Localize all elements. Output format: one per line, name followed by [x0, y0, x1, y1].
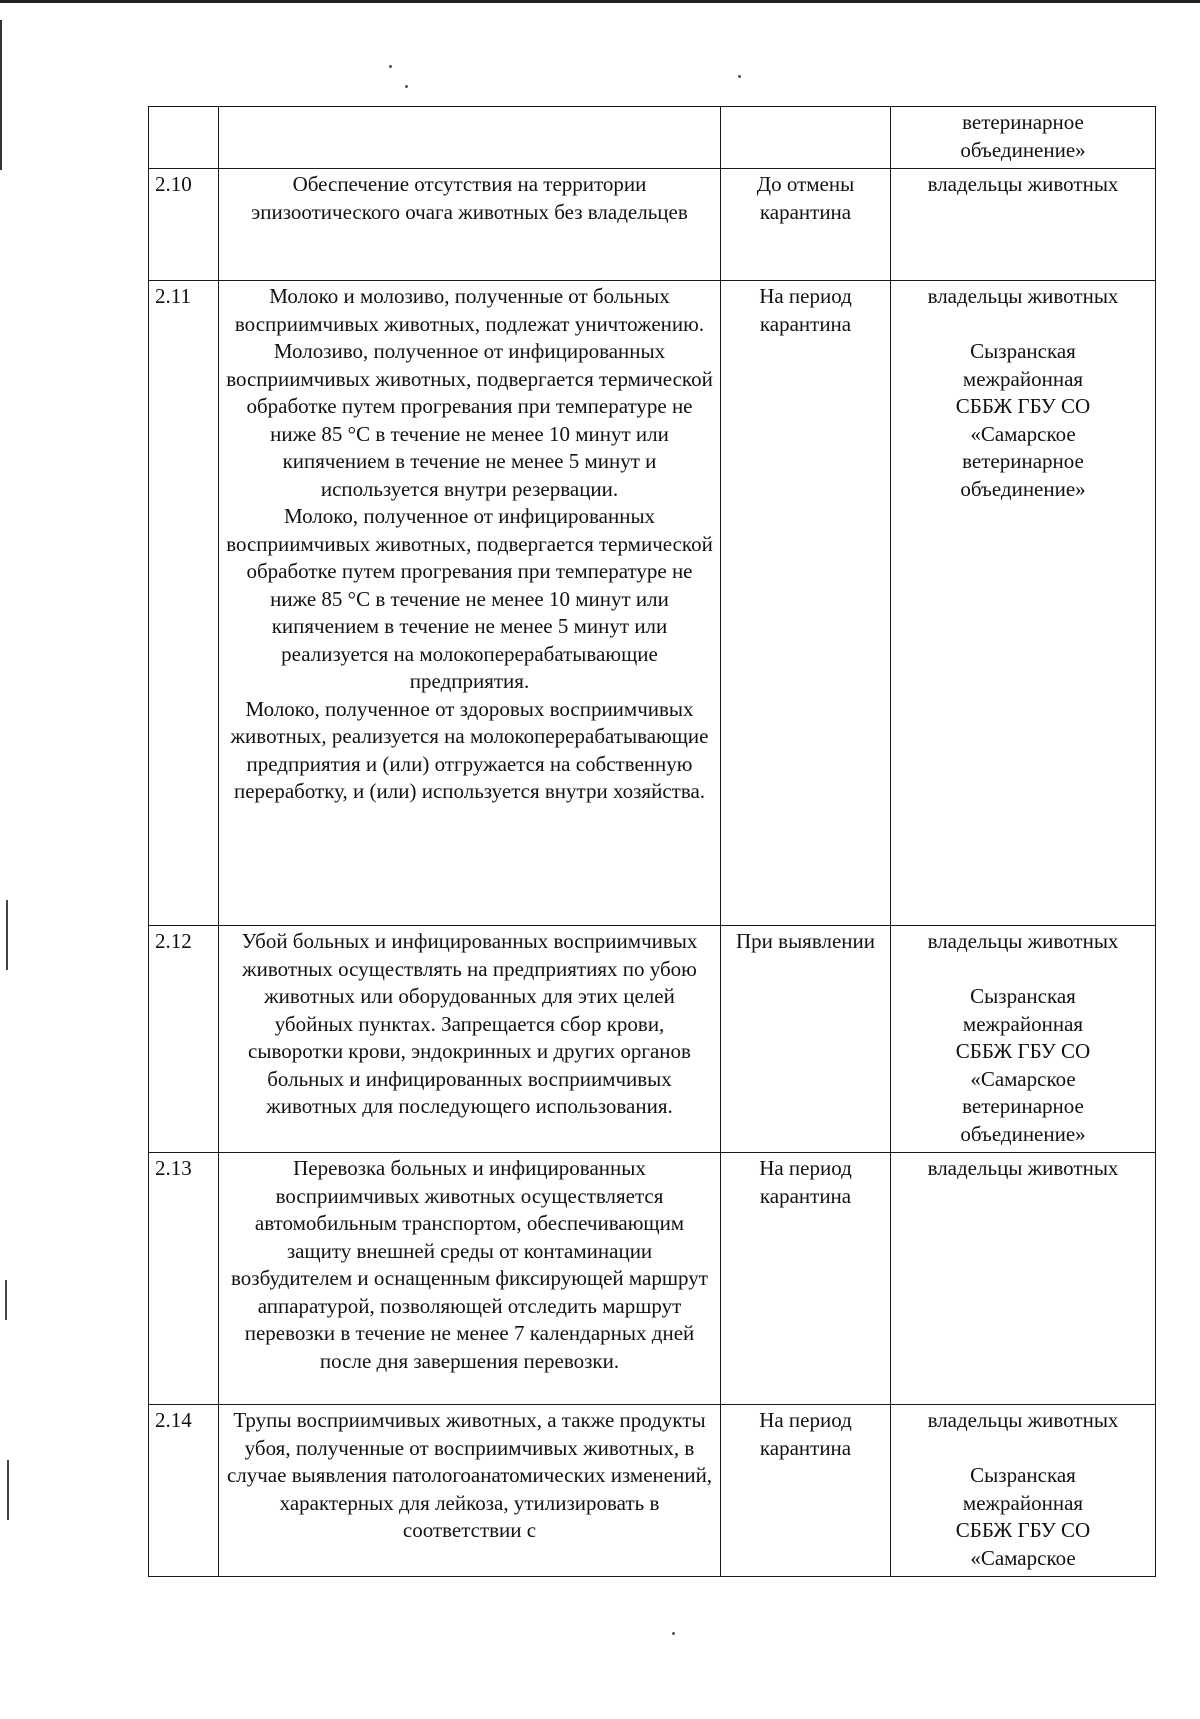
- measures-table: [148, 106, 1156, 1577]
- measure-term: До отмены карантина: [721, 169, 891, 281]
- measure-term: На период карантина: [721, 281, 891, 926]
- responsible-line: владельцы животных: [927, 284, 1119, 308]
- measure-term: На период карантина: [721, 1153, 891, 1405]
- scan-left-edge: [0, 20, 2, 170]
- responsible-line: СББЖ ГБУ СО: [955, 1039, 1091, 1063]
- scan-top-edge: [0, 0, 1200, 3]
- responsible-line: межрайонная: [962, 1011, 1084, 1036]
- measure-responsible: [891, 926, 1156, 1153]
- table-row: [149, 1153, 1156, 1405]
- responsible-line: объединение»: [960, 476, 1086, 501]
- description-paragraph: Перевозка больных и инфицированных восприимчивых животных осуществляется автомобильным транспортом, обеспечивающим защиту внешней среды от контаминации возбудителем и оснащенным фиксирующей маршрут аппаратурой, позволяющей отследить маршрут перевозки в течение не менее 7 календарных дней после дня завершения перевозки.: [231, 1156, 708, 1373]
- responsible-line: «Самарское: [970, 1545, 1076, 1570]
- responsible-line: владельцы животных: [927, 929, 1119, 953]
- scan-mark: [7, 1460, 9, 1520]
- responsible-line: объединение»: [960, 1121, 1086, 1146]
- responsible-line: СББЖ ГБУ СО: [955, 394, 1091, 418]
- scan-speck: [389, 65, 392, 68]
- description-paragraph: Молоко, полученное от здоровых восприимчивых животных, реализуется на молокоперерабатывающие предприятия и (или) отгружается на собственную переработку, и (или) используется внутри хозяйства.: [230, 696, 709, 803]
- scan-speck: [672, 1632, 675, 1635]
- row-number: 2.10: [149, 169, 219, 281]
- measure-term: При выявлении: [721, 926, 891, 1153]
- measure-description: [219, 1405, 721, 1577]
- measure-description: [219, 107, 721, 169]
- scan-speck: [738, 75, 741, 78]
- measure-responsible: [891, 169, 1156, 281]
- responsible-gap: [897, 311, 1149, 339]
- measure-description: [219, 926, 721, 1153]
- description-paragraph: Убой больных и инфицированных восприимчивых животных осуществлять на предприятиях по убою животных или оборудованных для этих целей убойных пунктах. Запрещается сбор крови, сыворотки крови, эндокринных и других органов больных и инфицированных восприимчивых животных для последующего использования.: [241, 929, 698, 1118]
- row-number: 2.12: [149, 926, 219, 1153]
- responsible-line: межрайонная: [962, 1490, 1084, 1515]
- responsible-line: Сызранская: [970, 339, 1076, 363]
- responsible-line: «Самарское: [970, 1066, 1076, 1091]
- responsible-gap: [897, 1435, 1149, 1463]
- responsible-line: владельцы животных: [927, 172, 1119, 196]
- responsible-gap: [897, 956, 1149, 984]
- responsible-line: Сызранская: [970, 1463, 1076, 1487]
- responsible-line: владельцы животных: [927, 1156, 1119, 1180]
- row-number: 2.11: [149, 281, 219, 926]
- description-paragraph: Обеспечение отсутствия на территории эпизоотического очага животных без владельцев: [251, 172, 688, 224]
- responsible-line: Сызранская: [970, 984, 1076, 1008]
- measure-term: [721, 107, 891, 169]
- responsible-line: «Самарское: [970, 421, 1076, 446]
- responsible-line: СББЖ ГБУ СО: [955, 1518, 1091, 1542]
- responsible-line: объединение»: [960, 137, 1086, 162]
- description-paragraph: Трупы восприимчивых животных, а также продукты убоя, полученные от восприимчивых животных, в случае выявления патологоанатомических изменений, характерных для лейкоза, утилизировать в соответствии с: [226, 1408, 713, 1542]
- measure-description: [219, 1153, 721, 1405]
- responsible-line: ветеринарное: [962, 110, 1084, 134]
- measure-term: На период карантина: [721, 1405, 891, 1577]
- responsible-line: ветеринарное: [962, 449, 1084, 473]
- table-row: [149, 169, 1156, 281]
- description-paragraph: Молоко и молозиво, полученные от больных восприимчивых животных, подлежат уничтожению. Молозиво, полученное от инфицированных восприимчивых животных, подвергается термической обработке путем прогревания при температуре не ниже 85 °С в течение не менее 10 минут или кипячением в течение не менее 5 минут и используется внутри резервации.: [226, 284, 713, 501]
- responsible-line: межрайонная: [962, 366, 1084, 391]
- measure-responsible: [891, 281, 1156, 926]
- scan-mark: [5, 1280, 7, 1320]
- row-number: [149, 107, 219, 169]
- row-number: 2.14: [149, 1405, 219, 1577]
- measure-responsible: [891, 1153, 1156, 1405]
- scan-mark: [6, 900, 8, 970]
- measure-responsible: [891, 107, 1156, 169]
- table-row: [149, 926, 1156, 1153]
- scan-speck: [405, 85, 408, 88]
- description-paragraph: Молоко, полученное от инфицированных восприимчивых животных, подвергается термической обработке путем прогревания при температуре не ниже 85 °С в течение не менее 10 минут или кипячением в течение не менее 5 минут или реализуется на молокоперерабатывающие предприятия.: [226, 504, 713, 693]
- table-row: [149, 281, 1156, 926]
- measure-description: [219, 281, 721, 926]
- row-number: 2.13: [149, 1153, 219, 1405]
- measure-description: [219, 169, 721, 281]
- table-row: [149, 1405, 1156, 1577]
- table-row: [149, 107, 1156, 169]
- responsible-line: владельцы животных: [927, 1408, 1119, 1432]
- measure-responsible: [891, 1405, 1156, 1577]
- responsible-line: ветеринарное: [962, 1094, 1084, 1118]
